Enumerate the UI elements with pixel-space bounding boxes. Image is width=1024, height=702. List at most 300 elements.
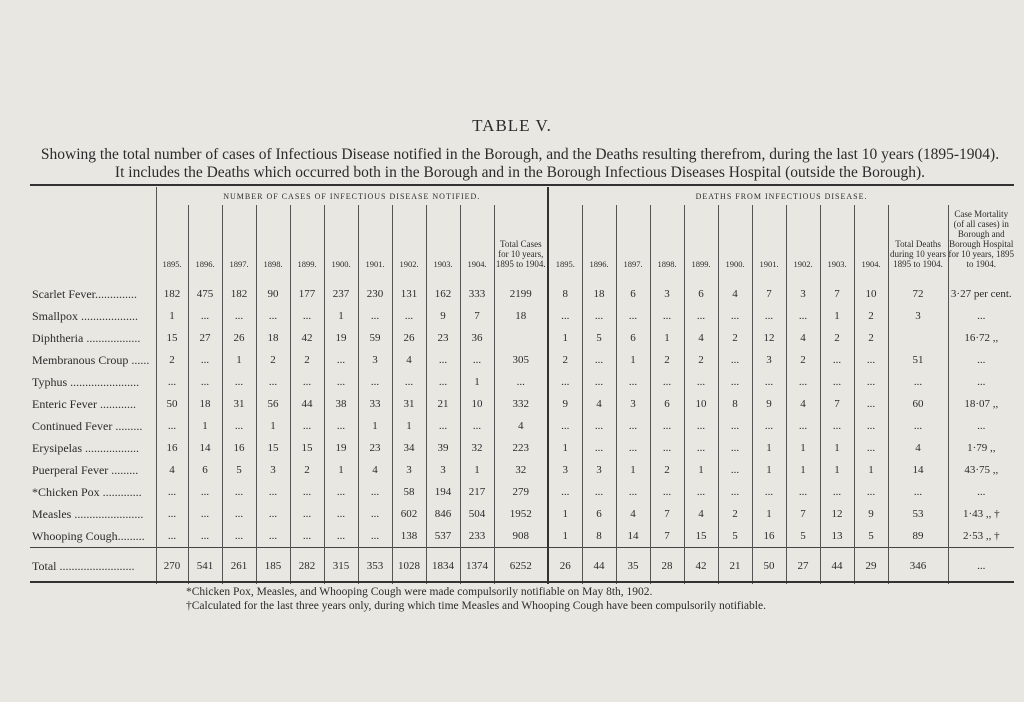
case-count-cell: 315 (324, 548, 358, 585)
case-count-cell: 2 (290, 459, 324, 481)
death-count-cell: 7 (650, 525, 684, 548)
case-count-cell: 26 (392, 327, 426, 349)
death-count-cell: 12 (820, 503, 854, 525)
case-count-cell: ... (256, 371, 290, 393)
case-count-cell: 185 (256, 548, 290, 585)
mortality-cell: 3·27 per cent. (948, 283, 1014, 305)
death-count-cell: 3 (786, 283, 820, 305)
case-count-cell: ... (290, 503, 324, 525)
death-year-header: 1896. (582, 205, 616, 273)
case-year-header: 1900. (324, 205, 358, 273)
death-count-cell: 2 (650, 349, 684, 371)
death-count-cell: ... (786, 415, 820, 437)
disease-name: Measles ....................... (32, 506, 144, 521)
case-count-cell: ... (188, 349, 222, 371)
disease-name: Membranous Croup ...... (32, 352, 150, 367)
death-count-cell: 6 (616, 327, 650, 349)
death-count-cell: 1 (548, 327, 582, 349)
total-deaths-cell: 14 (888, 459, 948, 481)
case-count-cell: ... (222, 415, 256, 437)
death-count-cell: 1 (820, 305, 854, 327)
table-row (30, 327, 1014, 349)
case-count-cell: 2 (156, 349, 188, 371)
case-count-cell: ... (156, 371, 188, 393)
death-count-cell: ... (548, 415, 582, 437)
death-year-header: 1904. (854, 205, 888, 273)
death-count-cell: 6 (616, 283, 650, 305)
case-count-cell: ... (222, 305, 256, 327)
case-count-cell: 602 (392, 503, 426, 525)
death-year-header: 1900. (718, 205, 752, 273)
death-count-cell: ... (820, 415, 854, 437)
death-count-cell: 10 (854, 283, 888, 305)
case-count-cell: 1 (460, 459, 494, 481)
table-title: TABLE V. (472, 116, 552, 135)
case-count-cell: 6 (188, 459, 222, 481)
total-deaths-cell: 53 (888, 503, 948, 525)
case-count-cell: ... (358, 481, 392, 503)
total-deaths-cell: ... (888, 481, 948, 503)
death-count-cell: 1 (820, 437, 854, 459)
disease-name: Enteric Fever ............ (32, 396, 136, 411)
death-count-cell: ... (616, 481, 650, 503)
death-count-cell: ... (650, 305, 684, 327)
death-count-cell: ... (582, 415, 616, 437)
death-count-cell: 8 (582, 525, 616, 548)
case-count-cell: 194 (426, 481, 460, 503)
death-count-cell: 1 (616, 349, 650, 371)
case-year-header: 1904. (460, 205, 494, 273)
total-cases-header: Total Cases for 10 years, 1895 to 1904. (494, 205, 548, 273)
table-row (30, 393, 1014, 415)
death-count-cell: ... (718, 371, 752, 393)
mortality-cell: 16·72 ,, (948, 327, 1014, 349)
table-row (30, 305, 1014, 327)
disease-name: Typhus ....................... (32, 374, 140, 389)
death-count-cell: 2 (718, 503, 752, 525)
death-count-cell: ... (582, 437, 616, 459)
death-count-cell: ... (616, 415, 650, 437)
death-count-cell: ... (548, 481, 582, 503)
table-body (30, 273, 1014, 584)
death-count-cell: ... (718, 349, 752, 371)
case-count-cell: 32 (460, 437, 494, 459)
mortality-cell: 1·43 ,, † (948, 503, 1014, 525)
death-count-cell: 3 (548, 459, 582, 481)
case-count-cell: 15 (156, 327, 188, 349)
death-year-header: 1898. (650, 205, 684, 273)
case-count-cell: ... (358, 305, 392, 327)
case-count-cell: ... (358, 503, 392, 525)
case-count-cell: ... (188, 371, 222, 393)
death-year-header: 1901. (752, 205, 786, 273)
case-count-cell: 23 (426, 327, 460, 349)
death-count-cell: 7 (650, 503, 684, 525)
case-count-cell: 270 (156, 548, 188, 585)
death-count-cell: 2 (718, 327, 752, 349)
case-count-cell: ... (156, 481, 188, 503)
case-count-cell: ... (290, 525, 324, 548)
death-count-cell: ... (786, 371, 820, 393)
case-count-cell: 1 (392, 415, 426, 437)
death-count-cell: ... (582, 305, 616, 327)
death-count-cell: 35 (616, 548, 650, 585)
total-cases-cell: 332 (494, 393, 548, 415)
case-count-cell: 138 (392, 525, 426, 548)
total-deaths-cell: ... (888, 371, 948, 393)
death-count-cell: ... (854, 371, 888, 393)
death-count-cell: 16 (752, 525, 786, 548)
mortality-cell: ... (948, 305, 1014, 327)
case-count-cell: 18 (256, 327, 290, 349)
death-count-cell: ... (684, 305, 718, 327)
case-count-cell: ... (290, 415, 324, 437)
case-count-cell: 4 (358, 459, 392, 481)
mortality-cell: ... (948, 349, 1014, 371)
case-count-cell: 56 (256, 393, 290, 415)
death-count-cell: ... (820, 349, 854, 371)
case-count-cell: 177 (290, 283, 324, 305)
death-count-cell: ... (786, 305, 820, 327)
death-count-cell: 6 (684, 283, 718, 305)
total-cases-cell: 908 (494, 525, 548, 548)
case-count-cell: 26 (222, 327, 256, 349)
case-count-cell: ... (460, 415, 494, 437)
case-count-cell: ... (256, 503, 290, 525)
death-count-cell: 4 (718, 283, 752, 305)
case-count-cell: ... (188, 305, 222, 327)
case-count-cell: 42 (290, 327, 324, 349)
case-count-cell: 1 (188, 415, 222, 437)
case-count-cell: 2 (256, 349, 290, 371)
death-count-cell: 5 (718, 525, 752, 548)
case-count-cell: 1834 (426, 548, 460, 585)
death-count-cell: ... (854, 437, 888, 459)
death-count-cell: 1 (820, 459, 854, 481)
death-count-cell: ... (684, 437, 718, 459)
total-deaths-cell: 346 (888, 548, 948, 585)
case-count-cell: 1028 (392, 548, 426, 585)
case-count-cell: 19 (324, 437, 358, 459)
case-count-cell: 261 (222, 548, 256, 585)
total-cases-cell: 305 (494, 349, 548, 371)
table-row (30, 415, 1014, 437)
death-count-cell: 3 (582, 459, 616, 481)
death-count-cell: 4 (616, 503, 650, 525)
case-count-cell: 182 (222, 283, 256, 305)
case-count-cell: ... (426, 371, 460, 393)
case-count-cell: ... (324, 503, 358, 525)
death-count-cell: 8 (718, 393, 752, 415)
death-count-cell: ... (616, 371, 650, 393)
table-row (30, 371, 1014, 393)
death-count-cell: ... (718, 305, 752, 327)
death-count-cell: 4 (582, 393, 616, 415)
death-count-cell: 1 (854, 459, 888, 481)
case-count-cell: ... (188, 481, 222, 503)
footnotes (186, 585, 766, 613)
case-count-cell: 237 (324, 283, 358, 305)
death-count-cell: ... (854, 415, 888, 437)
death-count-cell: ... (854, 393, 888, 415)
death-count-cell: ... (650, 371, 684, 393)
death-count-cell: 1 (752, 503, 786, 525)
death-count-cell: ... (650, 415, 684, 437)
top-rule (30, 184, 1014, 186)
death-count-cell: 1 (786, 459, 820, 481)
death-count-cell: ... (548, 305, 582, 327)
total-cases-cell: 223 (494, 437, 548, 459)
total-deaths-cell: 60 (888, 393, 948, 415)
death-count-cell: ... (752, 481, 786, 503)
disease-name: *Chicken Pox ............. (32, 484, 142, 499)
group-header-row (30, 187, 1014, 205)
death-count-cell: 4 (786, 327, 820, 349)
death-count-cell: 27 (786, 548, 820, 585)
case-count-cell: ... (222, 371, 256, 393)
death-count-cell: 3 (616, 393, 650, 415)
case-count-cell: 59 (358, 327, 392, 349)
mortality-cell: 2·53 ,, † (948, 525, 1014, 548)
disease-name: Diphtheria .................. (32, 330, 141, 345)
case-count-cell: ... (426, 349, 460, 371)
death-count-cell: 50 (752, 548, 786, 585)
case-count-cell: ... (222, 503, 256, 525)
death-count-cell: 44 (582, 548, 616, 585)
bottom-rule (30, 581, 1014, 583)
case-count-cell: 1 (156, 305, 188, 327)
case-count-cell: ... (392, 371, 426, 393)
death-count-cell: ... (684, 371, 718, 393)
case-count-cell: ... (222, 525, 256, 548)
case-year-header: 1899. (290, 205, 324, 273)
case-year-header: 1903. (426, 205, 460, 273)
case-year-header: 1897. (222, 205, 256, 273)
death-count-cell: 3 (650, 283, 684, 305)
table-row (30, 459, 1014, 481)
death-year-header: 1897. (616, 205, 650, 273)
total-deaths-cell: ... (888, 415, 948, 437)
case-count-cell: 4 (392, 349, 426, 371)
case-count-cell: ... (188, 525, 222, 548)
totals-row (30, 548, 1014, 585)
death-count-cell: 7 (820, 393, 854, 415)
case-count-cell: 34 (392, 437, 426, 459)
case-count-cell: 31 (222, 393, 256, 415)
case-count-cell: 21 (426, 393, 460, 415)
death-count-cell: 9 (854, 503, 888, 525)
death-count-cell: 42 (684, 548, 718, 585)
death-count-cell: 1 (650, 327, 684, 349)
total-cases-cell: 18 (494, 305, 548, 327)
death-count-cell: 26 (548, 548, 582, 585)
footnote-chicken-pox: *Chicken Pox, Measles, and Whooping Cough were made compulsorily notifiable on May 8th, 1902. (186, 586, 653, 598)
case-year-header: 1895. (156, 205, 188, 273)
death-year-header: 1902. (786, 205, 820, 273)
total-deaths-cell (888, 327, 948, 349)
death-count-cell: 13 (820, 525, 854, 548)
death-count-cell: 5 (786, 525, 820, 548)
death-count-cell: 1 (548, 525, 582, 548)
cases-group-header: NUMBER OF CASES OF INFECTIOUS DISEASE NOTIFIED. (156, 187, 548, 205)
case-count-cell: 3 (392, 459, 426, 481)
death-count-cell: 7 (752, 283, 786, 305)
year-header-row (30, 205, 1014, 273)
case-year-header: 1901. (358, 205, 392, 273)
case-count-cell: 36 (460, 327, 494, 349)
death-count-cell: 28 (650, 548, 684, 585)
death-count-cell: ... (582, 481, 616, 503)
case-count-cell: 10 (460, 393, 494, 415)
death-count-cell: 4 (684, 503, 718, 525)
death-count-cell: ... (650, 481, 684, 503)
case-count-cell: ... (324, 371, 358, 393)
death-count-cell: 6 (650, 393, 684, 415)
death-count-cell: 8 (548, 283, 582, 305)
case-count-cell: 27 (188, 327, 222, 349)
death-count-cell: ... (718, 459, 752, 481)
case-count-cell: ... (290, 305, 324, 327)
case-count-cell: ... (324, 525, 358, 548)
case-count-cell: ... (188, 503, 222, 525)
case-count-cell: 9 (426, 305, 460, 327)
case-count-cell: 504 (460, 503, 494, 525)
case-count-cell: 1 (324, 459, 358, 481)
death-count-cell: 21 (718, 548, 752, 585)
death-year-header: 1899. (684, 205, 718, 273)
death-count-cell: ... (582, 349, 616, 371)
death-count-cell: 1 (752, 437, 786, 459)
case-year-header: 1896. (188, 205, 222, 273)
disease-name: Continued Fever ......... (32, 418, 143, 433)
mortality-cell: 18·07 ,, (948, 393, 1014, 415)
case-count-cell: 217 (460, 481, 494, 503)
case-count-cell: ... (156, 503, 188, 525)
death-count-cell: 12 (752, 327, 786, 349)
death-count-cell: 9 (752, 393, 786, 415)
death-count-cell: ... (718, 437, 752, 459)
death-year-header: 1903. (820, 205, 854, 273)
death-count-cell: 5 (854, 525, 888, 548)
footnote-calculation: †Calculated for the last three years only, during which time Measles and Whooping Cough have been compulsorily notifiable. (186, 600, 766, 612)
total-cases-cell: 4 (494, 415, 548, 437)
case-year-header: 1898. (256, 205, 290, 273)
disease-name: Total ......................... (30, 548, 156, 585)
total-deaths-cell: 3 (888, 305, 948, 327)
case-count-cell: ... (156, 415, 188, 437)
case-count-cell: ... (460, 349, 494, 371)
death-count-cell: ... (752, 371, 786, 393)
case-count-cell: 33 (358, 393, 392, 415)
mortality-cell: ... (948, 371, 1014, 393)
total-deaths-cell: 4 (888, 437, 948, 459)
case-count-cell: 31 (392, 393, 426, 415)
death-count-cell: ... (650, 437, 684, 459)
death-count-cell: 10 (684, 393, 718, 415)
case-count-cell: 4 (156, 459, 188, 481)
case-count-cell: ... (256, 481, 290, 503)
case-count-cell: 3 (256, 459, 290, 481)
table-description: Showing the total number of cases of Infectious Disease notified in the Borough, and the Deaths resulting therefrom, during the last 10 years (1895-1904). It includes the Deaths which occurred both in the Borough and in the Borough Infectious Diseases Hospital (outside the Borough). (40, 146, 1000, 181)
case-count-cell: 182 (156, 283, 188, 305)
disease-name: Puerperal Fever ......... (32, 462, 139, 477)
case-count-cell: 15 (290, 437, 324, 459)
case-count-cell: 1 (358, 415, 392, 437)
death-count-cell: ... (582, 371, 616, 393)
death-count-cell: 6 (582, 503, 616, 525)
total-cases-cell: 2199 (494, 283, 548, 305)
death-count-cell: 1 (752, 459, 786, 481)
mortality-cell: ... (948, 548, 1014, 585)
case-count-cell: 333 (460, 283, 494, 305)
death-count-cell: ... (616, 437, 650, 459)
table-row (30, 283, 1014, 305)
case-count-cell: 18 (188, 393, 222, 415)
case-count-cell: 475 (188, 283, 222, 305)
death-count-cell: ... (718, 481, 752, 503)
case-count-cell: 3 (358, 349, 392, 371)
case-count-cell: ... (324, 349, 358, 371)
total-deaths-header: Total Deaths during 10 years 1895 to 1904. (888, 205, 948, 273)
case-count-cell: ... (256, 305, 290, 327)
mortality-cell: ... (948, 481, 1014, 503)
death-count-cell: ... (548, 371, 582, 393)
table-row (30, 481, 1014, 503)
total-cases-cell: 1952 (494, 503, 548, 525)
case-count-cell: 16 (156, 437, 188, 459)
death-count-cell: 1 (786, 437, 820, 459)
case-count-cell: 44 (290, 393, 324, 415)
disease-name: Smallpox ................... (32, 308, 139, 323)
total-cases-cell: 6252 (494, 548, 548, 585)
case-count-cell: 2 (290, 349, 324, 371)
case-count-cell: 846 (426, 503, 460, 525)
death-count-cell: 29 (854, 548, 888, 585)
death-count-cell: 2 (854, 327, 888, 349)
death-count-cell: 1 (684, 459, 718, 481)
total-cases-cell: 279 (494, 481, 548, 503)
death-count-cell: ... (820, 481, 854, 503)
death-count-cell: 7 (786, 503, 820, 525)
death-count-cell: 2 (650, 459, 684, 481)
mortality-cell: ... (948, 415, 1014, 437)
death-count-cell: ... (752, 305, 786, 327)
case-count-cell: 23 (358, 437, 392, 459)
death-count-cell: ... (684, 481, 718, 503)
death-count-cell: 3 (752, 349, 786, 371)
case-count-cell: ... (290, 481, 324, 503)
case-count-cell: 7 (460, 305, 494, 327)
table-row (30, 525, 1014, 548)
death-count-cell: ... (718, 415, 752, 437)
death-count-cell: ... (854, 481, 888, 503)
case-count-cell: 19 (324, 327, 358, 349)
death-count-cell: 15 (684, 525, 718, 548)
case-count-cell: 1 (256, 415, 290, 437)
case-count-cell: ... (256, 525, 290, 548)
death-count-cell: ... (820, 371, 854, 393)
case-count-cell: 353 (358, 548, 392, 585)
deaths-group-header: DEATHS FROM INFECTIOUS DISEASE. (548, 187, 1014, 205)
death-count-cell: 2 (684, 349, 718, 371)
death-count-cell: ... (786, 481, 820, 503)
death-count-cell: 1 (616, 459, 650, 481)
case-count-cell: ... (324, 415, 358, 437)
total-deaths-cell: 89 (888, 525, 948, 548)
table-row (30, 437, 1014, 459)
death-count-cell: 14 (616, 525, 650, 548)
total-deaths-cell: 51 (888, 349, 948, 371)
